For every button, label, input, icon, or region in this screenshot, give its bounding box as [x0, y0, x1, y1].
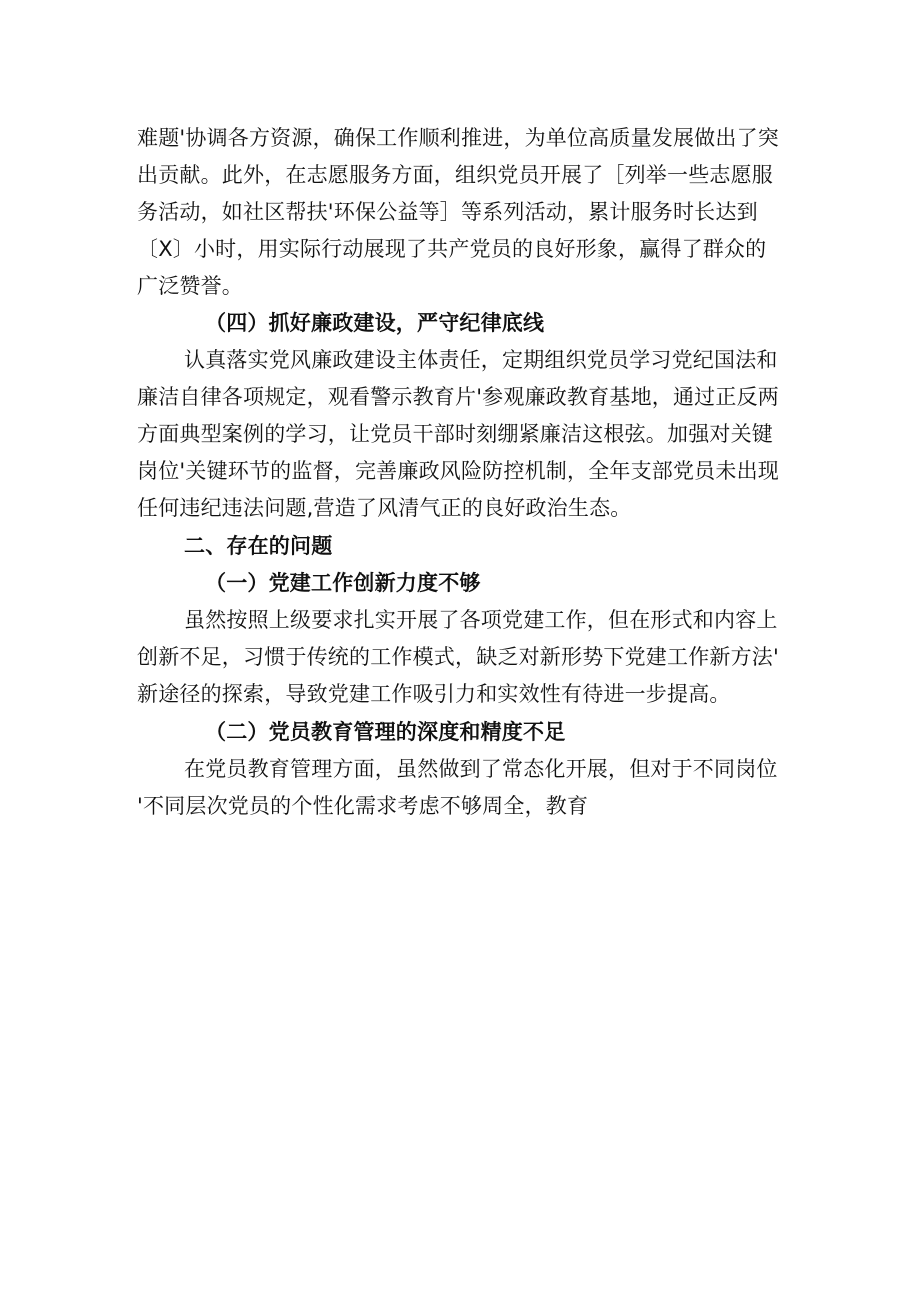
section-heading-1: （一）党建工作创新力度不够 [205, 571, 481, 595]
body-text-line: 务活动，如社区帮扶'环保公益等］等系列活动，累计服务时长达到 [137, 200, 758, 224]
body-text-line: '不同层次党员的个性化需求考虑不够周全，教育 [137, 794, 589, 818]
body-text-line: 新途径的探索，导致党建工作吸引力和实效性有待进一步提高。 [137, 682, 731, 706]
chapter-heading-2: 二、存在的问题 [184, 534, 333, 558]
body-text-line: 出贡献。此外，在志愿服务方面，组织党员开展了［列举一些志愿服 [137, 163, 773, 187]
body-text-line: 〔X〕小时，用实际行动展现了共产党员的良好形象，赢得了群众的 [137, 237, 767, 261]
body-text-line: 虽然按照上级要求扎实开展了各项党建工作，但在形式和内容上 [184, 608, 778, 632]
body-text-line: 任何违纪违法问题,营造了风清气正的良好政治生态。 [137, 496, 632, 520]
body-text-line: 岗位'关键环节的监督，完善廉政风险防控机制，全年支部党员未出现 [137, 459, 779, 483]
body-text-line: 广泛赞誉。 [137, 274, 243, 298]
body-text-line: 创新不足，习惯于传统的工作模式，缺乏对新形势下党建工作新方法' [137, 645, 779, 669]
section-heading-2: （二）党员教育管理的深度和精度不足 [205, 720, 566, 744]
body-text-line: 方面典型案例的学习，让党员干部时刻绷紧廉洁这根弦。加强对关键 [137, 422, 773, 446]
body-text-line: 廉洁自律各项规定，观看警示教育片'参观廉政教育基地，通过正反两 [137, 385, 779, 409]
body-text-line: 认真落实党风廉政建设主体责任，定期组织党员学习党纪国法和 [184, 348, 778, 372]
body-text-line: 难题'协调各方资源，确保工作顺利推进，为单位高质量发展做出了突 [137, 126, 779, 150]
body-text-line: 在党员教育管理方面，虽然做到了常态化开展，但对于不同岗位 [184, 757, 778, 781]
section-heading-4: （四）抓好廉政建设，严守纪律底线 [205, 311, 545, 335]
